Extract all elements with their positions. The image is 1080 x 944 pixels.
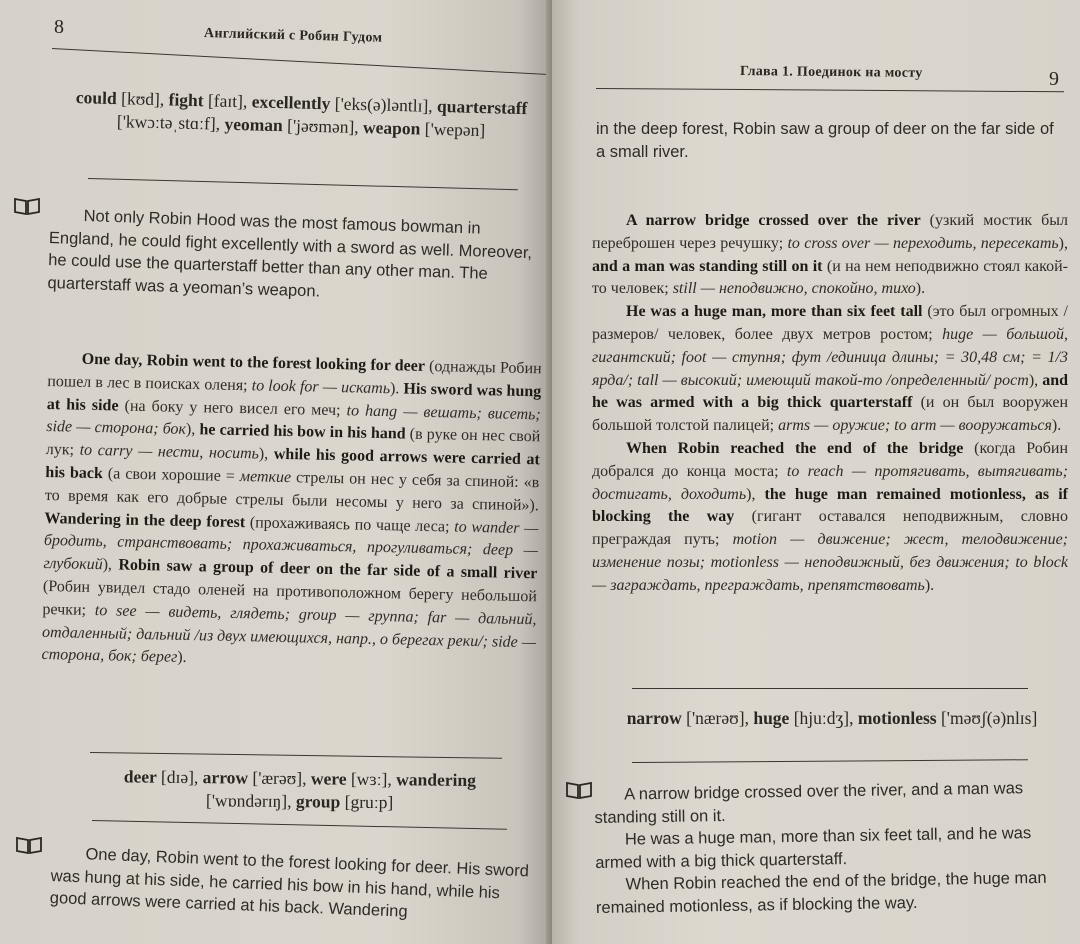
open-book-icon xyxy=(16,836,42,854)
glossary-block-2 xyxy=(90,765,510,815)
translation: (а свои хорошие = xyxy=(102,465,241,486)
translation: (узкий мостик был переброшен через речушку; xyxy=(592,212,1069,252)
translation-end: ), xyxy=(1058,234,1068,252)
translation-end: ). xyxy=(1051,417,1062,435)
english-phrase: When Robin reached the end of the bridge xyxy=(626,439,964,457)
glossary-rule xyxy=(88,178,518,190)
vocabulary-note: меткие xyxy=(239,468,292,487)
translation: (гигант оставался неподвижным, словно преграждая путь; xyxy=(592,508,1068,549)
translation-end: ). xyxy=(915,280,926,298)
translation-end: ). xyxy=(177,649,187,667)
english-phrase: and a man was standing still on it xyxy=(592,257,823,275)
vocabulary-note: still — неподвижно, спокойно, тихо xyxy=(672,280,916,298)
translation: (однажды Робин пошел в лес в поисках оленя; xyxy=(47,357,542,395)
translation: (прохаживаясь по чаще леса; xyxy=(244,513,455,536)
paragraph xyxy=(592,438,1068,598)
glossary-word: wandering xyxy=(396,769,476,791)
simple-paragraph: A narrow bridge crossed over the river, and a man was standing still on it. xyxy=(594,779,1024,827)
english-phrase: the huge man remained motionless, as if blocking the way xyxy=(592,485,1068,526)
glossary-rule xyxy=(632,688,1028,689)
english-phrase: A narrow bridge crossed over the river xyxy=(626,212,921,229)
translation-end: ), xyxy=(1028,371,1043,389)
running-head: Английский с Робин Гудом xyxy=(203,26,383,46)
glossary-transcription: [hjuːdʒ], xyxy=(793,708,854,728)
glossary-word: group xyxy=(295,791,341,812)
glossary-rule-3 xyxy=(92,820,507,830)
translation-end: ), xyxy=(258,445,275,463)
open-book-icon xyxy=(14,197,40,215)
translation: (Робин увидел стадо оленей на противоположном берегу небольшой речки; xyxy=(42,577,538,619)
vocabulary-note: to look for — искать xyxy=(251,377,391,397)
paragraph xyxy=(592,301,1068,438)
header-rule xyxy=(596,88,1064,92)
glossary-transcription: ['wepən] xyxy=(424,118,486,141)
translation: (на боку у него висел его меч; xyxy=(118,397,347,419)
translation-end: ), xyxy=(746,485,765,503)
page-number: 9 xyxy=(1049,68,1059,90)
simple-paragraphs xyxy=(594,777,1070,919)
glossary-word: yeoman xyxy=(224,113,284,136)
translation: (и на нем неподвижно стоял какой-то человек; xyxy=(592,257,1069,298)
translation-end: ). xyxy=(924,576,935,594)
header-rule xyxy=(52,48,546,75)
vocabulary-note: to carry — нести, носить xyxy=(79,441,260,463)
english-phrase: One day, Robin went to the forest looking for deer xyxy=(81,350,426,375)
english-phrase: Wandering in the deep forest xyxy=(44,509,246,531)
glossary-transcription: ['məʊʃ(ə)nlɪs] xyxy=(940,708,1038,728)
glossary-word: huge xyxy=(753,708,790,728)
english-phrase: and he was armed with a big thick quarterstaff xyxy=(592,371,1069,412)
vocabulary-note: to cross over — переходить, пересекать xyxy=(787,234,1059,252)
translation-end: ), xyxy=(102,556,119,574)
vocabulary-note: to see — видеть, глядеть; group — группа; far — дальний, отдаленный; дальний /из двух имеющихся, напр., о берегах реки/; side — сторона, бок; берег xyxy=(41,601,537,667)
glossary-entries xyxy=(612,707,1052,730)
vocabulary-note: arms — оружие; to arm — вооружаться xyxy=(778,417,1052,435)
continuation-text: in the deep forest, Robin saw a group of deer on the far side of a small river. xyxy=(596,120,1054,161)
vocabulary-note: motion — движение; жест, телодвижение; изменение позы; motionless — неподвижный, без движения; to block — заграждать, преграждать, препятствовать xyxy=(592,531,1068,594)
glossary-word: quarterstaff xyxy=(436,95,528,119)
translation-end: стрелы он нес у себя за спиной: «в то время как его добрые стрелы были несомы у него за спиной»). xyxy=(44,469,540,515)
glossary-word: arrow xyxy=(202,767,249,788)
glossary-transcription: ['eks(ə)ləntlɪ], xyxy=(334,93,433,116)
glossary-transcription: [dɪə], xyxy=(160,766,199,788)
glossary-word: could xyxy=(75,87,118,109)
glossary-block xyxy=(612,707,1052,730)
glossary-word: motionless xyxy=(857,708,937,728)
translation: (когда Робин добрался до конца моста; xyxy=(592,439,1069,480)
glossary-rule-2 xyxy=(632,759,1028,763)
glossary-word: excellently xyxy=(251,91,331,114)
glossary-transcription: [wɜː], xyxy=(350,768,392,790)
open-book-icon xyxy=(566,781,592,799)
simple-paragraph-1: Not only Robin Hood was the most famous bowman in England, he could fight excellently with a sword as well. Moreover, he could use the quarterstaff better than any other man. The quarterstaff was a yeoman’s weapon. xyxy=(47,207,533,301)
glossary-transcription: ['wɒndərɪŋ], xyxy=(205,790,292,812)
translation-end: ). xyxy=(389,379,404,398)
glossary-word: weapon xyxy=(362,117,421,139)
glossary-transcription: [faɪt], xyxy=(207,90,248,112)
vocabulary-note: to reach — протягивать, вытягивать; достигать, доходить xyxy=(592,462,1068,503)
glossary-entries-2 xyxy=(90,765,510,815)
glossary-block xyxy=(71,86,532,143)
running-head: Глава 1. Поединок на мосту xyxy=(739,64,923,81)
glossary-entries xyxy=(71,86,532,143)
simple-paragraph: When Robin reached the end of the bridge, the huge man remained motionless, as if blocking the way. xyxy=(595,868,1047,917)
glossary-word: fight xyxy=(168,89,204,111)
paragraph xyxy=(592,210,1068,301)
simple-paragraph: He was a huge man, more than six feet tall, and he was armed with a big thick quarterstaff. xyxy=(595,824,1032,872)
right-page xyxy=(552,0,1080,944)
translation: (это был огромных /размеров/ человек, более двух метров ростом; xyxy=(592,303,1068,343)
english-phrase: His sword was hung at his side xyxy=(46,380,542,415)
vocabulary-note: to wander — бродить, странствовать; прохаживаться, прогуливаться; deep — глубокий xyxy=(43,518,539,574)
glossary-transcription: [kʊd], xyxy=(120,88,165,110)
page-number: 8 xyxy=(54,16,64,38)
glossary-word: were xyxy=(310,768,347,789)
glossary-transcription: ['nærəʊ], xyxy=(686,708,749,728)
annotated-text-right xyxy=(592,210,1068,598)
english-phrase: while his good arrows were carried at his back xyxy=(45,445,540,483)
simple-paragraph-2: One day, Robin went to the forest looking for deer. His sword was hung at his side, he carried his bow in his hand, while his good arrows were carried at his back. Wandering xyxy=(49,845,530,921)
translation: (и он был вооружен большой толстой палицей; xyxy=(592,394,1069,435)
annotated-text-left xyxy=(41,348,542,677)
glossary-transcription: [gruːp] xyxy=(344,791,394,813)
glossary-transcription: ['ærəʊ], xyxy=(252,767,307,789)
glossary-word: deer xyxy=(123,766,157,787)
translation: (в руке он нес свой лук; xyxy=(45,425,541,459)
glossary-transcription: ['kwɔːtəˌstɑːf], xyxy=(116,111,221,134)
vocabulary-note: huge — большой, гигантский; foot — ступня; фут /единица длины; = 30,48 см; = 1/3 ярда/; tall — высокий; имеющий такой-то /определенный/ рост xyxy=(592,325,1068,389)
glossary-rule-2 xyxy=(90,752,502,759)
english-phrase: He was a huge man, more than six feet tall xyxy=(626,303,923,321)
glossary-transcription: ['jəʊmən], xyxy=(286,115,359,138)
translation-end: ), xyxy=(185,421,200,439)
english-phrase: he carried his bow in his hand xyxy=(199,421,406,443)
glossary-word: narrow xyxy=(626,708,682,728)
vocabulary-note: to hang — вешать; висеть; side — сторона; бок xyxy=(46,401,541,439)
paragraph xyxy=(41,348,542,677)
english-phrase: Robin saw a group of deer on the far side of a small river xyxy=(118,556,538,583)
